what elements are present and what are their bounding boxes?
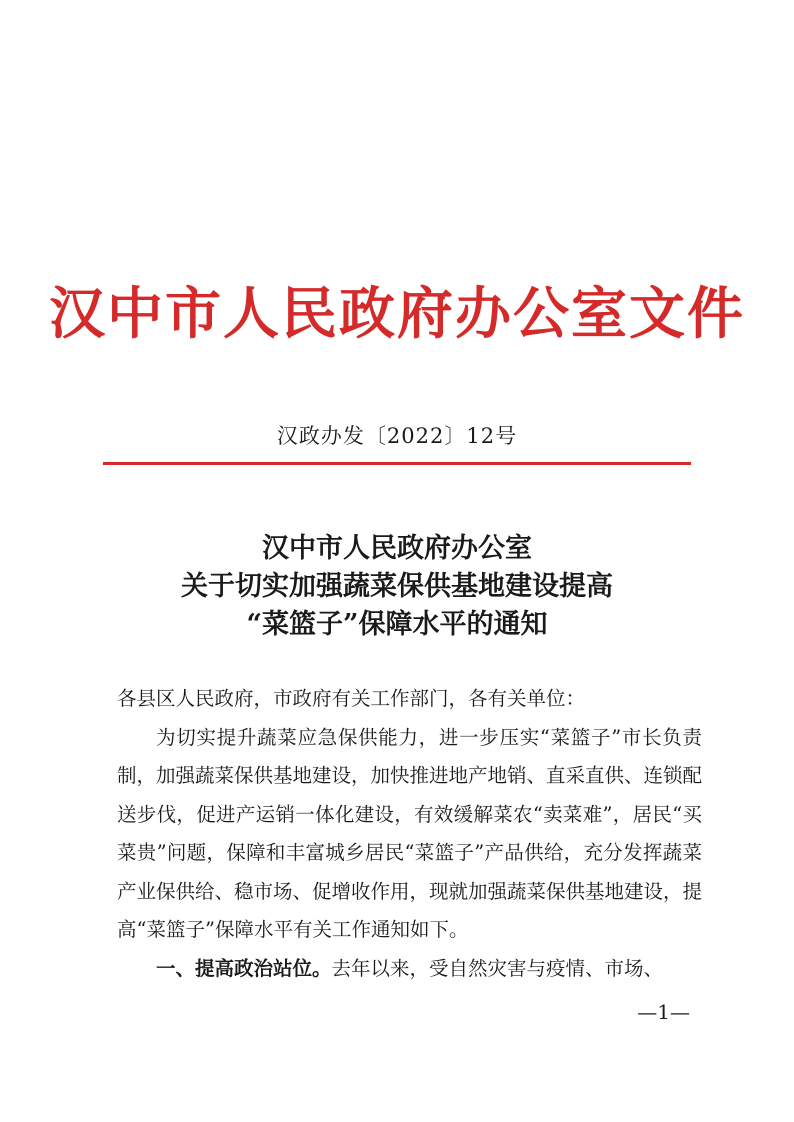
section-1-text: 去年以来，受自然灾害与疫情、市场、: [331, 956, 664, 980]
addressee-line: 各县区人民政府，市政府有关工作部门，各有关单位：: [117, 687, 586, 710]
title-line-2: 关于切实加强蔬菜保供基地建设提高: [181, 571, 613, 602]
title-line-1: 汉中市人民政府办公室: [262, 533, 532, 564]
issuer-header: 汉中市人民政府办公室文件: [49, 281, 745, 347]
document-title: [0, 530, 794, 644]
document-number: 汉政办发〔2022〕12号: [276, 424, 518, 448]
document-body: [117, 680, 702, 988]
paragraph-section-1: [117, 950, 702, 989]
page-number: —1—: [637, 1000, 690, 1024]
paragraph-intro: 为切实提升蔬菜应急保供能力，进一步压实“菜篮子”市长负责制，加强蔬菜保供基地建设，加快推进地产地销、直采直供、连锁配送步伐，促进产运销一体化建设，有效缓解菜农“卖菜难”，居民“买菜贵”问题，保障和丰富城乡居民“菜篮子”产品供给，充分发挥蔬菜产业保供给、稳市场、促增收作用，现就加强蔬菜保供基地建设，提高“菜篮子”保障水平有关工作通知如下。: [117, 725, 703, 941]
section-1-heading: 一、提高政治站位。: [156, 956, 332, 980]
title-line-3: “菜篮子”保障水平的通知: [246, 609, 548, 640]
red-divider-line: [103, 462, 691, 465]
